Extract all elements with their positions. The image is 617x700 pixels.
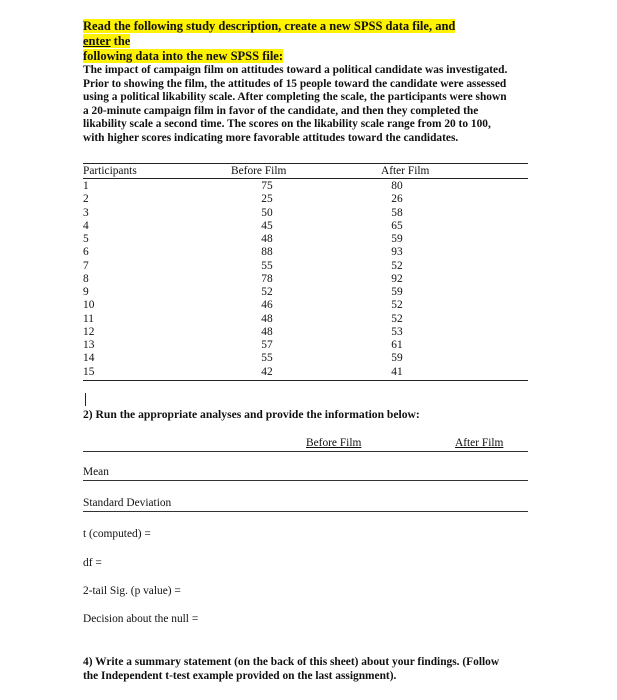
table-top-rule	[83, 163, 528, 164]
header-after-film: After Film	[381, 165, 430, 177]
table-row	[83, 246, 528, 259]
before-film-cell: 42	[261, 365, 273, 378]
t-computed-label: t (computed) =	[83, 528, 151, 540]
after-film-cell: 26	[391, 193, 403, 206]
after-film-cell: 59	[391, 352, 403, 365]
before-film-cell: 46	[261, 299, 273, 312]
sd-label: Standard Deviation	[83, 497, 172, 509]
after-film-cell: 61	[391, 339, 403, 351]
question-2-prompt: 2) Run the appropriate analyses and provide the information below:	[83, 408, 420, 421]
after-film-cell: 92	[391, 272, 403, 285]
question-4-line1: 4) Write a summary statement (on the back of this sheet) about your findings. (Follow	[83, 656, 500, 668]
table-row	[83, 220, 528, 233]
table-row	[83, 352, 528, 365]
instructions	[83, 19, 483, 64]
before-film-cell: 78	[261, 272, 273, 285]
after-film-cell: 52	[391, 259, 403, 272]
table-bottom-rule	[83, 380, 528, 381]
before-film-cell: 88	[261, 246, 273, 259]
after-film-cell: 53	[391, 325, 403, 338]
after-film-cell: 59	[391, 286, 403, 298]
participant-cell: 5	[83, 233, 89, 245]
before-film-cell: 55	[261, 352, 273, 365]
study-description	[83, 64, 533, 146]
description-line: likability scale a second time. The scores on the likability scale range from 20 to 100,	[83, 118, 491, 131]
results-col-before-film: Before Film	[306, 437, 362, 449]
after-film-cell: 80	[391, 180, 403, 192]
before-film-cell: 55	[261, 259, 273, 272]
table-row	[83, 207, 528, 220]
mean-label: Mean	[83, 466, 109, 478]
results-col-after-film: After Film	[455, 437, 504, 449]
before-film-cell: 48	[261, 325, 273, 338]
p-value-label: 2-tail Sig. (p value) =	[83, 585, 181, 597]
mean-line	[83, 480, 528, 481]
after-film-cell: 52	[391, 299, 403, 312]
participant-cell: 13	[83, 339, 95, 351]
after-film-cell: 93	[391, 246, 403, 259]
before-film-cell: 48	[261, 312, 273, 325]
table-row	[83, 193, 528, 206]
participant-cell: 14	[83, 352, 95, 365]
after-film-cell: 58	[391, 206, 403, 219]
table-row	[83, 299, 528, 312]
instructions-highlight	[83, 19, 455, 63]
before-film-cell: 75	[261, 180, 273, 192]
table-row	[83, 366, 528, 379]
table-header-rule	[83, 178, 528, 179]
before-film-cell: 52	[261, 286, 273, 298]
participant-cell: 12	[83, 325, 95, 338]
description-line: a 20-minute campaign film in favor of the candidate, and then they completed the	[83, 104, 479, 117]
description-line: The impact of campaign film on attitudes toward a political candidate was investigated.	[83, 64, 508, 76]
participant-cell: 15	[83, 365, 95, 378]
participant-cell: 8	[83, 272, 89, 285]
table-row	[83, 233, 528, 246]
before-film-cell: 25	[261, 193, 273, 206]
participant-cell: 10	[83, 299, 95, 312]
table-row	[83, 260, 528, 273]
before-film-cell: 48	[261, 233, 273, 245]
after-film-cell: 59	[391, 233, 403, 245]
df-label: df =	[83, 557, 102, 569]
sd-line	[83, 511, 528, 512]
table-row	[83, 273, 528, 286]
participant-cell: 3	[83, 206, 89, 219]
question-4	[83, 655, 543, 683]
table-row	[83, 286, 528, 299]
participant-cell: 6	[83, 246, 89, 259]
results-header-line	[83, 451, 528, 452]
instructions-line1-end: the	[110, 34, 131, 48]
after-film-cell: 52	[391, 312, 403, 325]
before-film-cell: 50	[261, 206, 273, 219]
before-film-cell: 45	[261, 219, 273, 232]
table-row	[83, 339, 528, 352]
participant-cell: 2	[83, 193, 89, 206]
instructions-line1: Read the following study description, create a new SPSS data file, and	[83, 19, 456, 33]
instructions-line2: following data into the new SPSS file:	[83, 49, 284, 63]
instructions-enter-word: enter	[83, 34, 111, 48]
question-4-line2: the Independent t-test example provided on the last assignment).	[83, 670, 397, 682]
table-row	[83, 313, 528, 326]
participant-cell: 7	[83, 259, 89, 272]
participant-cell: 4	[83, 219, 89, 232]
after-film-cell: 41	[391, 365, 403, 378]
description-line: Prior to showing the film, the attitudes of 15 people toward the candidate were assessed	[83, 77, 507, 90]
description-line: with higher scores indicating more favorable attitudes toward the candidates.	[83, 131, 459, 144]
participant-cell: 11	[83, 312, 94, 325]
after-film-cell: 65	[391, 219, 403, 232]
table-row	[83, 326, 528, 339]
decision-label: Decision about the null =	[83, 613, 199, 625]
header-participants: Participants	[83, 165, 137, 177]
header-before-film: Before Film	[231, 165, 287, 177]
text-cursor	[85, 393, 86, 406]
participant-cell: 1	[83, 180, 89, 192]
description-line: using a political likability scale. After completing the scale, the participants were shown	[83, 91, 507, 104]
before-film-cell: 57	[261, 339, 273, 351]
participant-cell: 9	[83, 286, 89, 298]
table-row	[83, 180, 528, 193]
